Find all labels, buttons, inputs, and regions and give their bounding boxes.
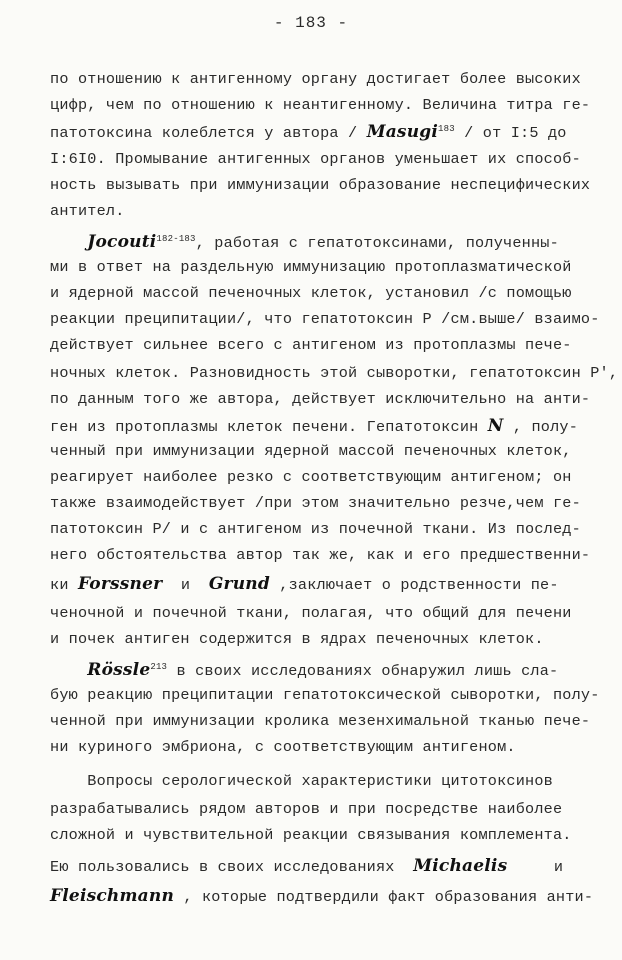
text-line bbox=[50, 202, 125, 220]
text-run bbox=[50, 234, 87, 252]
text-run: / от I:5 до bbox=[454, 124, 567, 142]
handwritten-name: N bbox=[487, 416, 504, 436]
page-number: - 183 - bbox=[273, 14, 349, 32]
text-run: реакции преципитации/, что гепатотоксин Р /см.выше/ взаимо- bbox=[50, 310, 600, 328]
text-run: , которые подтвердили факт образования анти- bbox=[174, 888, 594, 906]
text-line bbox=[50, 232, 559, 252]
text-line bbox=[50, 604, 572, 622]
text-run: также взаимодействует /при этом значительно резче,чем ге- bbox=[50, 494, 581, 512]
handwritten-name: Masugi bbox=[366, 122, 438, 142]
text-line bbox=[50, 150, 581, 168]
text-run: ченный при иммунизации ядерной массой печеночных клеток, bbox=[50, 442, 572, 460]
text-run: и bbox=[162, 576, 209, 594]
text-line bbox=[50, 886, 593, 906]
text-line bbox=[50, 468, 572, 486]
reference-superscript: 183 bbox=[438, 123, 455, 134]
text-line bbox=[50, 390, 590, 408]
text-run: него обстоятельства автор так же, как и его предшественни- bbox=[50, 546, 591, 564]
text-run bbox=[50, 662, 87, 680]
text-line bbox=[50, 712, 590, 730]
text-run: бую реакцию преципитации гепатотоксической сыворотки, полу- bbox=[50, 686, 600, 704]
text-run: ,заключает о родственности пе- bbox=[269, 576, 559, 594]
text-run: ченной при иммунизации кролика мезенхимальной тканью пече- bbox=[50, 712, 591, 730]
text-line bbox=[50, 284, 572, 302]
text-run: и bbox=[507, 858, 564, 876]
text-run: , работая с гепатотоксинами, полученны- bbox=[195, 234, 559, 252]
text-line bbox=[50, 800, 562, 818]
handwritten-name: Jocouti bbox=[87, 232, 157, 252]
text-run: , полу- bbox=[503, 418, 579, 436]
text-run: по данным того же автора, действует исключительно на анти- bbox=[50, 390, 591, 408]
text-run: ген из протоплазмы клеток печени. Гепатотоксин bbox=[50, 418, 488, 436]
text-run: ми в ответ на раздельную иммунизацию протоплазматической bbox=[50, 258, 572, 276]
text-run: сложной и чувствительной реакции связывания комплемента. bbox=[50, 826, 572, 844]
text-run: Вопросы серологической характеристики цитотоксинов bbox=[50, 772, 553, 790]
text-line bbox=[50, 546, 590, 564]
text-line bbox=[50, 442, 572, 460]
handwritten-name: Michaelis bbox=[413, 856, 508, 876]
text-run: реагирует наиболее резко с соответствующим антигеном; он bbox=[50, 468, 572, 486]
text-line bbox=[50, 738, 516, 756]
text-run: и почек антиген содержится в ядрах печеночных клеток. bbox=[50, 630, 544, 648]
text-line bbox=[50, 574, 559, 594]
text-line bbox=[50, 416, 578, 436]
text-line bbox=[50, 336, 572, 354]
text-run: ни куриного эмбриона, с соответствующим антигеном. bbox=[50, 738, 516, 756]
handwritten-name: Rössle bbox=[87, 660, 151, 680]
text-run: ность вызывать при иммунизации образование неспецифических bbox=[50, 176, 591, 194]
text-run: в своих исследованиях обнаружил лишь сла- bbox=[167, 662, 559, 680]
text-line bbox=[50, 856, 563, 876]
text-run: разрабатывались рядом авторов и при посредстве наиболее bbox=[50, 800, 563, 818]
handwritten-name: Grund bbox=[208, 574, 270, 594]
text-line bbox=[50, 630, 544, 648]
text-run: Ею пользовались в своих исследованиях bbox=[50, 858, 414, 876]
handwritten-name: Fleischmann bbox=[50, 886, 175, 906]
text-line bbox=[50, 258, 572, 276]
text-line bbox=[50, 176, 590, 194]
text-run: антител. bbox=[50, 202, 125, 220]
text-run: ченочной и почечной ткани, полагая, что общий для печени bbox=[50, 604, 572, 622]
text-run: ки bbox=[50, 576, 78, 594]
text-run: цифр, чем по отношению к неантигенному. Величина титра ге- bbox=[50, 96, 591, 114]
text-line bbox=[50, 826, 572, 844]
text-line bbox=[50, 660, 558, 680]
text-line bbox=[50, 520, 581, 538]
text-run: по отношению к антигенному органу достигает более высоких bbox=[50, 70, 581, 88]
text-run: действует сильнее всего с антигеном из протоплазмы пече- bbox=[50, 336, 572, 354]
text-line bbox=[50, 494, 581, 512]
text-line bbox=[50, 686, 600, 704]
reference-superscript: 182-183 bbox=[156, 233, 196, 244]
text-line bbox=[50, 96, 590, 114]
text-run: патотоксин Р/ и с антигеном из почечной ткани. Из послед- bbox=[50, 520, 581, 538]
handwritten-name: Forssner bbox=[77, 574, 163, 594]
text-run: и ядерной массой печеночных клеток, установил /с помощью bbox=[50, 284, 572, 302]
text-line bbox=[50, 364, 618, 382]
text-line bbox=[50, 122, 567, 142]
text-run: I:6I0. Промывание антигенных органов уменьшает их способ- bbox=[50, 150, 581, 168]
reference-superscript: 213 bbox=[150, 661, 168, 672]
text-run: ночных клеток. Разновидность этой сыворотки, гепатотоксин Р', bbox=[50, 364, 619, 382]
text-line bbox=[50, 70, 581, 88]
text-line bbox=[50, 310, 600, 328]
text-run: патотоксина колеблется у автора / bbox=[50, 124, 367, 142]
text-line bbox=[50, 772, 553, 790]
